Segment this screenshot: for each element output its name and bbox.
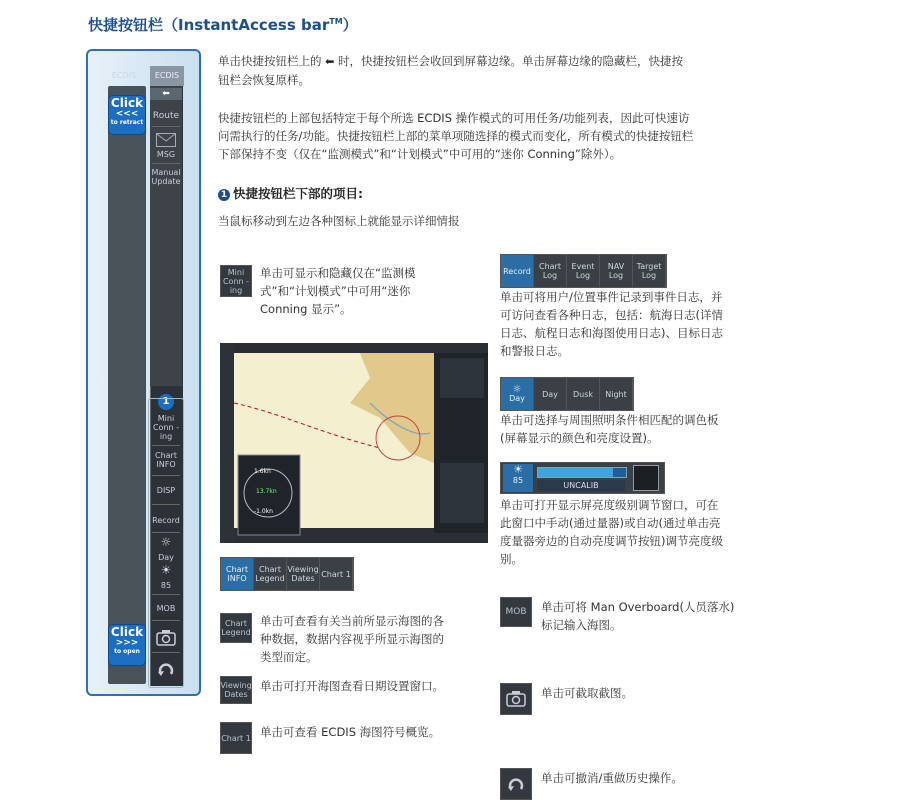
palette-day-tab[interactable]: Day (534, 378, 567, 410)
record-strip (500, 254, 667, 288)
brightness-button[interactable]: ☀ 85 (503, 464, 533, 492)
chart-1-tab[interactable]: Chart 1 (320, 558, 353, 590)
palette-dusk-tab[interactable]: Dusk (567, 378, 600, 410)
screenshot-camera-icon (500, 683, 532, 715)
camera-icon[interactable] (155, 628, 177, 648)
chart-legend-icon: Chart Legend (220, 613, 252, 643)
palette-sun-moon-icon: ☼ (160, 535, 172, 549)
undo-desc: 单击可撤消/重做历史操作。 (541, 771, 683, 785)
divider (152, 475, 180, 476)
chart-info-tab[interactable]: Chart INFO (221, 558, 254, 590)
target-log-tab[interactable]: Target Log (633, 255, 666, 287)
divider (152, 163, 180, 164)
divider (152, 532, 180, 533)
callout-badge-1: 1 (158, 394, 174, 410)
msg-button[interactable]: MSG (156, 150, 176, 159)
route-button[interactable]: Route (152, 111, 180, 121)
intro-paragraph-1: 单击快捷按钮栏上的 ⬅ 时，快捷按钮栏会收回到屏幕边缘。单击屏幕边缘的隐藏栏，快捷按 钮栏会恢复原样。 (218, 54, 684, 87)
record-tab[interactable]: Record (501, 255, 534, 287)
click-open-callout: Click >>> to open (109, 625, 145, 665)
chart-info-strip (220, 557, 354, 591)
manual-update-button[interactable]: Manual Update (151, 168, 181, 186)
viewing-dates-tab[interactable]: Viewing Dates (287, 558, 320, 590)
chart-legend-tab[interactable]: Chart Legend (254, 558, 287, 590)
page-title: 快捷按钮栏（InstantAccess bar™） (88, 16, 358, 34)
calibration-status: UNCALIB (537, 480, 625, 491)
divider (152, 445, 180, 446)
palette-night-tab[interactable]: Night (600, 378, 633, 410)
mini-conning-icon: Mini Conn -ing (220, 265, 252, 297)
retract-arrow-icon: ⬅ (325, 55, 335, 68)
palette-day-button[interactable]: Day (158, 553, 174, 562)
section-subtext: 当鼠标移动到左边各种图标上就能显示详细情报 (218, 214, 460, 228)
tab-ecdis-left[interactable]: ECDIS (111, 71, 137, 80)
mini-conning-button[interactable]: Mini Conn -ing (152, 414, 180, 441)
msg-envelope-icon[interactable] (156, 133, 176, 147)
chart-info-button[interactable]: Chart INFO (155, 451, 177, 469)
record-desc: 单击可将用户/位置事件记录到事件日志，并 可访问查看各种日志，包括：航海日志(详情 日志、航程日志和海图使用日志)、目标日志 和警报日志。 (500, 290, 723, 358)
brightness-sun-icon: ☀ (513, 463, 523, 476)
brightness-desc: 单击可打开显示屏亮度级别调节窗口，可在 此窗口中手动(通过量器)或自动(通过单击亮 度量器旁边的自动亮度调节按钮)调节亮度级 别。 (500, 498, 723, 566)
mob-icon: MOB (500, 597, 532, 627)
mob-desc: 单击可将 Man Overboard(人员落水) 标记输入海图。 (541, 600, 735, 632)
event-log-tab[interactable]: Event Log (567, 255, 600, 287)
section-heading: 1 快捷按钮栏下部的项目: (218, 184, 363, 202)
svg-text:13.7kn: 13.7kn (256, 488, 277, 495)
intro-paragraph-2: 快捷按钮栏的上部包括特定于每个所选 ECDIS 操作模式的可用任务/功能列表，因此可快速访 问需执行的任务/功能。快捷按钮栏上部的菜单项随选择的模式而变化，所有模式的快捷按钮栏 下部保持不变（仅在“监测模式”和“计划模式”中可用的“迷你 Conning”除外）。 (218, 111, 694, 161)
viewing-dates-icon: Viewing Dates (220, 676, 252, 704)
collapsed-bar[interactable] (108, 86, 146, 684)
divider (152, 652, 180, 653)
mob-button[interactable]: MOB (156, 604, 176, 613)
divider (152, 594, 180, 595)
chart-legend-desc: 单击可查看有关当前所显示海图的各 种数据，数据内容视乎所显示海图的 类型而定。 (260, 614, 444, 664)
undo-redo-icon (500, 768, 532, 800)
auto-brightness-button[interactable] (633, 465, 659, 491)
screenshot-desc: 单击可截取截图。 (541, 686, 633, 700)
divider (152, 126, 180, 127)
sun-moon-icon: ☼ (512, 384, 522, 395)
brightness-sun-icon: ☀ (160, 563, 172, 577)
nav-log-tab[interactable]: NAV Log (600, 255, 633, 287)
palette-day-selected-tab[interactable]: ☼ Day (501, 378, 534, 410)
brightness-slider-fill (538, 468, 613, 477)
divider (152, 620, 180, 621)
brightness-value[interactable]: 85 (160, 581, 172, 590)
brightness-slider[interactable] (537, 467, 627, 478)
chart-1-desc: 单击可查看 ECDIS 海图符号概览。 (260, 725, 441, 739)
viewing-dates-desc: 单击可打开海图查看日期设置窗口。 (260, 679, 444, 693)
retract-arrow-icon[interactable]: ⬅ (150, 88, 182, 100)
svg-text:-1.0kn: -1.0kn (254, 508, 273, 515)
click-retract-callout: Click <<< to retract (109, 96, 145, 134)
chart-log-tab[interactable]: Chart Log (534, 255, 567, 287)
mini-conning-desc: 单击可显示和隐藏仅在“监测模 式”和“计划模式”中可用“迷你 Conning 显示”。 (260, 266, 416, 316)
record-button[interactable]: Record (152, 516, 180, 525)
svg-text:1.6kn: 1.6kn (254, 468, 271, 475)
undo-icon[interactable] (155, 658, 177, 680)
divider (152, 504, 180, 505)
bar-upper-section (150, 86, 182, 386)
palette-desc: 单击可选择与周围照明条件相匹配的调色板 (屏幕显示的颜色和亮度设置)。 (500, 413, 719, 445)
chart-1-icon: Chart 1 (220, 722, 252, 754)
palette-strip (500, 377, 634, 411)
brightness-strip (500, 462, 665, 494)
ecdis-chart-screenshot (220, 343, 488, 543)
disp-button[interactable]: DISP (156, 486, 176, 495)
tab-ecdis-right[interactable]: ECDIS (150, 66, 184, 86)
